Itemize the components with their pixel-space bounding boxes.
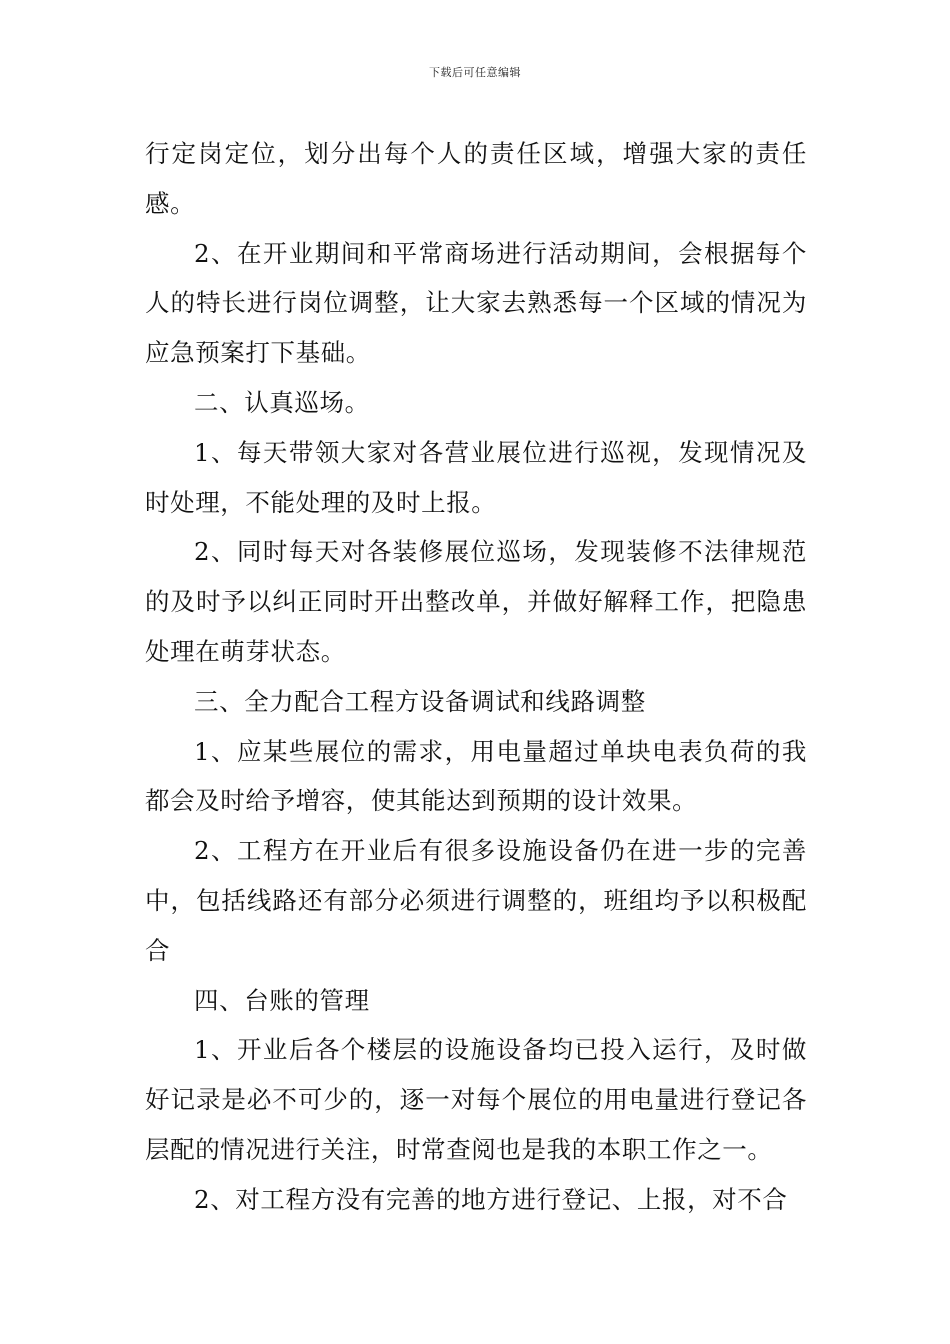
paragraph-1: 行定岗定位，划分出每个人的责任区域，增强大家的责任感。 — [145, 139, 807, 218]
paragraph-10: 1、开业后各个楼层的设施设备均已投入运行，及时做好记录是必不可少的，逐一对每个展位的用电量进行登记各层配的情况进行关注，时常查阅也是我的本职工作之一。 — [145, 1035, 807, 1164]
paragraph-11: 2、对工程方没有完善的地方进行登记、上报，对不合 — [194, 1184, 788, 1214]
section-heading-3: 三、全力配合工程方设备调试和线路调整 — [194, 686, 646, 716]
paragraph-4: 1、每天带领大家对各营业展位进行巡视，发现情况及时处理，不能处理的及时上报。 — [145, 437, 807, 517]
paragraph-2: 2、在开业期间和平常商场进行活动期间，会根据每个人的特长进行岗位调整，让大家去熟悉每一个区域的情况为应急预案打下基础。 — [145, 238, 807, 368]
page-header: 下载后可任意编辑 — [429, 66, 521, 79]
paragraph-7: 1、应某些展位的需求，用电量超过单块电表负荷的我都会及时给予增容，使其能达到预期的设计效果。 — [145, 736, 807, 816]
paragraph-8: 2、工程方在开业后有很多设施设备仍在进一步的完善中，包括线路还有部分必须进行调整的，班组均予以积极配合 — [145, 836, 807, 965]
section-heading-2: 二、认真巡场。 — [194, 387, 370, 417]
document-body — [145, 129, 807, 1225]
paragraph-5: 2、同时每天对各装修展位巡场，发现装修不法律规范的及时予以纠正同时开出整改单，并做好解释工作，把隐患处理在萌芽状态。 — [145, 537, 807, 666]
section-heading-4: 四、台账的管理 — [194, 985, 370, 1015]
